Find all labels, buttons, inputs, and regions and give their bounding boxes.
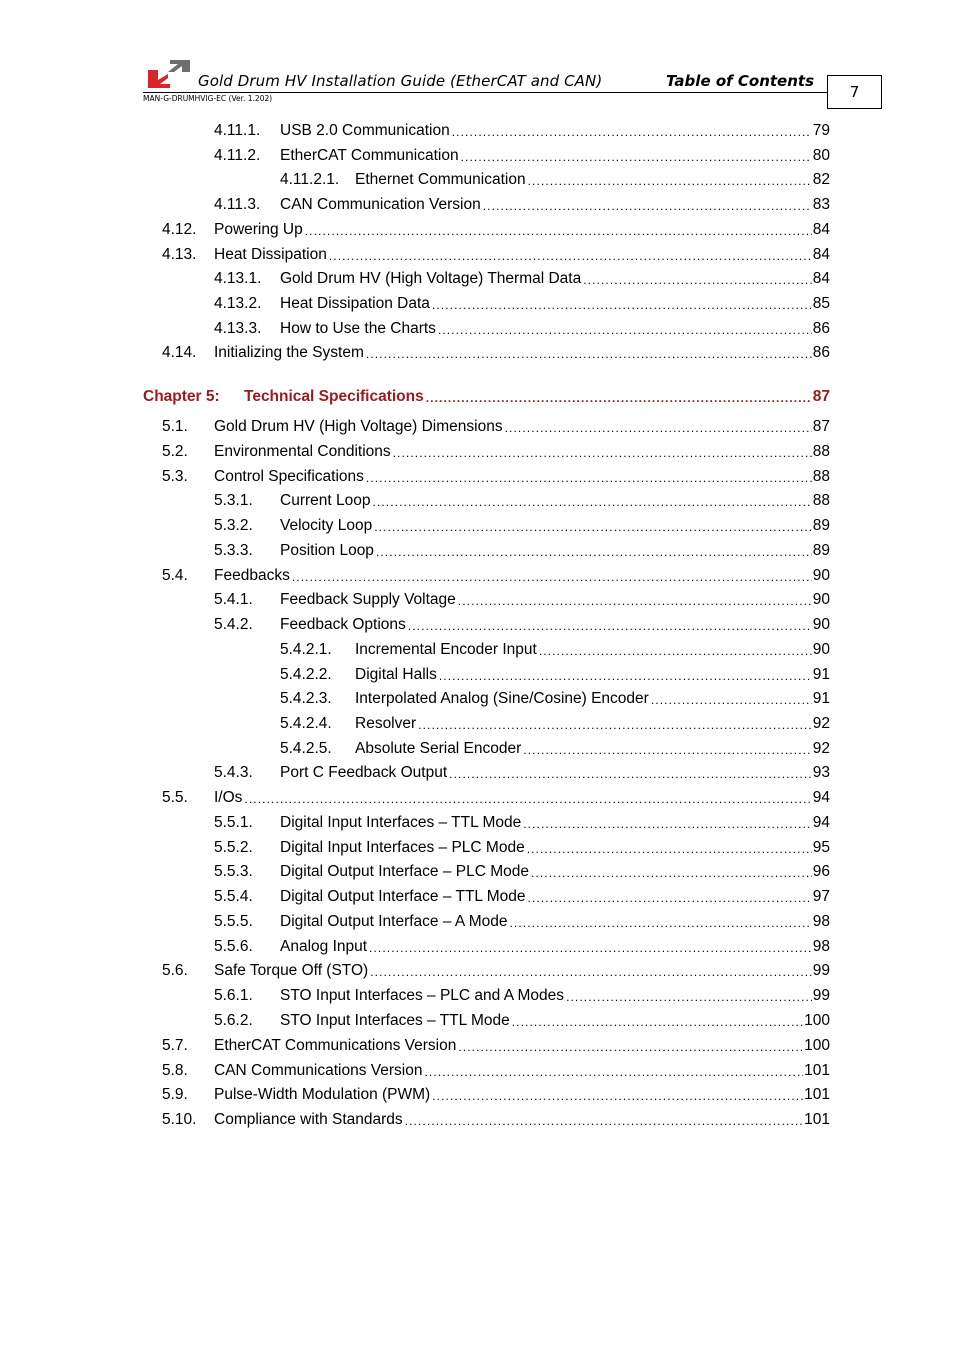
- toc-entry[interactable]: [0, 985, 830, 1007]
- toc-entry-title: Current Loop: [280, 492, 371, 509]
- toc-entry-number: 4.11.2.: [214, 147, 261, 164]
- toc-entry-number: 5.5.5.: [214, 913, 253, 930]
- toc-entry-page: 99: [812, 987, 830, 1004]
- toc-entry[interactable]: [0, 318, 830, 340]
- toc-entry-title: Absolute Serial Encoder: [355, 740, 522, 757]
- toc-entry-title: Digital Input Interfaces – TTL Mode: [280, 814, 522, 831]
- toc-entry-page: 84: [812, 221, 830, 238]
- toc-entry[interactable]: [0, 1010, 830, 1032]
- toc-dot-leader: [458, 592, 812, 610]
- toc-entry-title: Feedback Options: [280, 616, 406, 633]
- toc-dot-leader: [374, 518, 812, 536]
- toc-entry-number: 5.5.1.: [214, 814, 253, 831]
- toc-entry-page: 86: [812, 344, 830, 361]
- toc-entry-page: 80: [812, 147, 830, 164]
- toc-entry-title: Technical Specifications: [244, 388, 424, 405]
- toc-entry-number: 5.8.: [162, 1062, 188, 1079]
- toc-entry[interactable]: [0, 837, 830, 859]
- toc-dot-leader: [244, 790, 811, 808]
- toc-entry-number: 5.3.3.: [214, 542, 253, 559]
- toc-entry-page: 85: [812, 295, 830, 312]
- toc-entry-page: 94: [812, 814, 830, 831]
- toc-dot-leader: [432, 296, 812, 314]
- toc-entry-title: Gold Drum HV (High Voltage) Dimensions: [214, 418, 503, 435]
- toc-entry[interactable]: [0, 713, 830, 735]
- toc-entry[interactable]: [0, 738, 830, 760]
- toc-entry-title: Feedback Supply Voltage: [280, 591, 456, 608]
- toc-dot-leader: [426, 389, 812, 407]
- toc-dot-leader: [531, 864, 812, 882]
- toc-dot-leader: [405, 1112, 803, 1130]
- toc-dot-leader: [583, 271, 812, 289]
- toc-chapter-entry[interactable]: [0, 386, 830, 408]
- toc-entry-page: 90: [812, 616, 830, 633]
- toc-entry-title: Digital Output Interface – TTL Mode: [280, 888, 526, 905]
- toc-entry[interactable]: [0, 194, 830, 216]
- toc-entry[interactable]: [0, 342, 830, 364]
- toc-entry-page: 79: [812, 122, 830, 139]
- toc-entry[interactable]: [0, 416, 830, 438]
- toc-dot-leader: [523, 815, 812, 833]
- toc-entry-page: 89: [812, 542, 830, 559]
- toc-dot-leader: [458, 1038, 803, 1056]
- toc-entry[interactable]: [0, 145, 830, 167]
- toc-entry-number: 4.11.1.: [214, 122, 261, 139]
- toc-dot-leader: [527, 840, 812, 858]
- toc-dot-leader: [539, 642, 812, 660]
- toc-entry-page: 92: [812, 715, 830, 732]
- toc-entry-page: 86: [812, 320, 830, 337]
- toc-entry-number: 4.14.: [162, 344, 197, 361]
- toc-entry-number: 5.4.2.4.: [280, 715, 332, 732]
- toc-dot-leader: [452, 123, 812, 141]
- toc-entry-title: Pulse-Width Modulation (PWM): [214, 1086, 431, 1103]
- toc-entry-page: 90: [812, 591, 830, 608]
- toc-entry[interactable]: [0, 1084, 830, 1106]
- toc-entry-number: 5.5.: [162, 789, 188, 806]
- toc-entry[interactable]: [0, 614, 830, 636]
- toc-entry[interactable]: [0, 466, 830, 488]
- toc-dot-leader: [408, 617, 812, 635]
- toc-dot-leader: [505, 419, 812, 437]
- toc-dot-leader: [438, 321, 812, 339]
- toc-entry-title: Digital Output Interface – A Mode: [280, 913, 508, 930]
- toc-entry-number: 5.4.2.3.: [280, 690, 332, 707]
- toc-entry-title: I/Os: [214, 789, 243, 806]
- toc-entry-title: Analog Input: [280, 938, 368, 955]
- toc-entry-number: 5.4.: [162, 567, 188, 584]
- toc-entry[interactable]: [0, 540, 830, 562]
- toc-entry-page: 93: [812, 764, 830, 781]
- toc-dot-leader: [512, 1013, 803, 1031]
- toc-dot-leader: [651, 691, 812, 709]
- toc-entry-title: EtherCAT Communications Version: [214, 1037, 457, 1054]
- toc-dot-leader: [528, 172, 812, 190]
- toc-entry-title: Interpolated Analog (Sine/Cosine) Encoder: [355, 690, 649, 707]
- toc-entry[interactable]: [0, 960, 830, 982]
- toc-entry-title: Environmental Conditions: [214, 443, 391, 460]
- page-header: [0, 0, 954, 115]
- toc-entry-number: 4.11.3.: [214, 196, 261, 213]
- section-title: Table of Contents: [665, 72, 814, 90]
- toc-entry-title: Feedbacks: [214, 567, 290, 584]
- toc-dot-leader: [523, 741, 811, 759]
- toc-entry-page: 95: [812, 839, 830, 856]
- toc-entry[interactable]: [0, 688, 830, 710]
- toc-entry-number: 5.4.2.5.: [280, 740, 332, 757]
- toc-entry[interactable]: [0, 169, 830, 191]
- toc-entry-title: Compliance with Standards: [214, 1111, 403, 1128]
- toc-entry-number: 5.3.1.: [214, 492, 253, 509]
- toc-dot-leader: [439, 667, 812, 685]
- toc-entry-page: 99: [812, 962, 830, 979]
- toc-entry-page: 87: [812, 418, 830, 435]
- toc-entry-title: CAN Communication Version: [280, 196, 481, 213]
- toc-entry-page: 91: [812, 666, 830, 683]
- toc-entry-page: 100: [804, 1012, 830, 1029]
- toc-entry-title: Incremental Encoder Input: [355, 641, 537, 658]
- toc-entry[interactable]: [0, 293, 830, 315]
- toc-dot-leader: [449, 765, 812, 783]
- toc-entry[interactable]: [0, 490, 830, 512]
- toc-entry-title: Digital Halls: [355, 666, 437, 683]
- toc-dot-leader: [509, 914, 811, 932]
- toc-entry-title: Powering Up: [214, 221, 303, 238]
- toc-entry-title: Heat Dissipation: [214, 246, 327, 263]
- toc-entry[interactable]: [0, 1109, 830, 1131]
- toc-entry[interactable]: [0, 886, 830, 908]
- toc-entry-number: 5.5.3.: [214, 863, 253, 880]
- toc-entry-title: Position Loop: [280, 542, 374, 559]
- toc-entry-number: 5.6.1.: [214, 987, 253, 1004]
- toc-entry-page: 89: [812, 517, 830, 534]
- toc-entry-title: EtherCAT Communication: [280, 147, 459, 164]
- toc-entry-number: Chapter 5:: [143, 388, 220, 405]
- toc-entry-number: 4.13.2.: [214, 295, 262, 312]
- toc-entry-page: 98: [812, 913, 830, 930]
- toc-entry-number: 5.6.2.: [214, 1012, 253, 1029]
- toc-dot-leader: [372, 493, 811, 511]
- toc-entry-title: Digital Input Interfaces – PLC Mode: [280, 839, 525, 856]
- toc-entry-page: 97: [812, 888, 830, 905]
- toc-dot-leader: [369, 939, 812, 957]
- toc-entry-page: 88: [812, 492, 830, 509]
- toc-entry-number: 5.5.4.: [214, 888, 253, 905]
- toc-entry[interactable]: [0, 565, 830, 587]
- toc-entry-number: 5.10.: [162, 1111, 197, 1128]
- toc-entry[interactable]: [0, 268, 830, 290]
- toc-entry[interactable]: [0, 639, 830, 661]
- toc-entry-number: 5.1.: [162, 418, 188, 435]
- toc-entry-number: 5.4.2.1.: [280, 641, 332, 658]
- toc-entry-title: USB 2.0 Communication: [280, 122, 450, 139]
- toc-entry[interactable]: [0, 861, 830, 883]
- toc-entry-number: 5.2.: [162, 443, 188, 460]
- toc-entry-title: STO Input Interfaces – PLC and A Modes: [280, 987, 565, 1004]
- toc-entry-page: 83: [812, 196, 830, 213]
- toc-entry-title: Gold Drum HV (High Voltage) Thermal Data: [280, 270, 582, 287]
- toc-dot-leader: [483, 197, 812, 215]
- toc-entry-title: Velocity Loop: [280, 517, 373, 534]
- toc-entry-number: 5.4.2.2.: [280, 666, 332, 683]
- document-title: Gold Drum HV Installation Guide (EtherCAT and CAN): [198, 72, 603, 90]
- toc-entry-page: 87: [812, 388, 830, 405]
- toc-entry[interactable]: [0, 936, 830, 958]
- toc-entry-title: CAN Communications Version: [214, 1062, 423, 1079]
- toc-entry-number: 5.3.2.: [214, 517, 253, 534]
- toc-dot-leader: [424, 1063, 803, 1081]
- toc-entry[interactable]: [0, 1035, 830, 1057]
- toc-entry-page: 94: [812, 789, 830, 806]
- toc-dot-leader: [370, 963, 812, 981]
- toc-entry-page: 92: [812, 740, 830, 757]
- company-logo-icon: [148, 58, 190, 88]
- toc-entry-title: Ethernet Communication: [355, 171, 526, 188]
- toc-entry-number: 4.12.: [162, 221, 197, 238]
- toc-entry-page: 90: [812, 567, 830, 584]
- toc-dot-leader: [305, 222, 812, 240]
- toc-entry[interactable]: [0, 911, 830, 933]
- toc-entry-number: 5.3.: [162, 468, 188, 485]
- header-rule: [143, 92, 827, 93]
- toc-dot-leader: [366, 345, 812, 363]
- toc-dot-leader: [292, 568, 812, 586]
- toc-entry-page: 84: [812, 270, 830, 287]
- toc-entry-page: 90: [812, 641, 830, 658]
- toc-entry-number: 5.4.3.: [214, 764, 253, 781]
- toc-dot-leader: [461, 148, 812, 166]
- toc-entry[interactable]: [0, 244, 830, 266]
- toc-entry-title: Port C Feedback Output: [280, 764, 448, 781]
- toc-entry[interactable]: [0, 589, 830, 611]
- toc-dot-leader: [528, 889, 812, 907]
- toc-entry[interactable]: [0, 515, 830, 537]
- toc-entry-title: STO Input Interfaces – TTL Mode: [280, 1012, 510, 1029]
- toc-dot-leader: [393, 444, 812, 462]
- toc-entry-page: 101: [804, 1086, 830, 1103]
- toc-entry-page: 96: [812, 863, 830, 880]
- toc-entry[interactable]: [0, 441, 830, 463]
- toc-entry-title: Control Specifications: [214, 468, 364, 485]
- toc-entry-number: 4.13.3.: [214, 320, 262, 337]
- toc-entry-page: 101: [804, 1111, 830, 1128]
- toc-entry-title: How to Use the Charts: [280, 320, 436, 337]
- toc-dot-leader: [432, 1087, 803, 1105]
- toc-entry[interactable]: [0, 120, 830, 142]
- toc-entry-page: 91: [812, 690, 830, 707]
- toc-entry-page: 88: [812, 468, 830, 485]
- toc-dot-leader: [418, 716, 812, 734]
- toc-entry-number: 5.9.: [162, 1086, 188, 1103]
- toc-entry[interactable]: [0, 1060, 830, 1082]
- toc-entry-title: Safe Torque Off (STO): [214, 962, 369, 979]
- toc-entry[interactable]: [0, 664, 830, 686]
- toc-entry-number: 4.11.2.1.: [280, 171, 340, 188]
- toc-entry-number: 5.4.2.: [214, 616, 253, 633]
- toc-entry[interactable]: [0, 762, 830, 784]
- toc-entry[interactable]: [0, 787, 830, 809]
- toc-entry-title: Initializing the System: [214, 344, 364, 361]
- document-code: MAN-G-DRUMHVIG-EC (Ver. 1.202): [143, 94, 273, 103]
- toc-entry-number: 5.4.1.: [214, 591, 253, 608]
- toc-entry[interactable]: [0, 812, 830, 834]
- toc-entry-title: Heat Dissipation Data: [280, 295, 430, 312]
- toc-entry-page: 88: [812, 443, 830, 460]
- toc-entry-title: Resolver: [355, 715, 417, 732]
- page-number: 7: [827, 75, 882, 109]
- toc-dot-leader: [366, 469, 812, 487]
- toc-entry-number: 4.13.: [162, 246, 197, 263]
- toc-dot-leader: [329, 247, 812, 265]
- toc-entry[interactable]: [0, 219, 830, 241]
- toc-entry-number: 5.5.2.: [214, 839, 253, 856]
- toc-entry-page: 100: [804, 1037, 830, 1054]
- toc-entry-number: 5.5.6.: [214, 938, 253, 955]
- toc-entry-page: 82: [812, 171, 830, 188]
- toc-entry-number: 5.7.: [162, 1037, 188, 1054]
- toc-entry-number: 5.6.: [162, 962, 188, 979]
- toc-entry-page: 84: [812, 246, 830, 263]
- toc-dot-leader: [376, 543, 812, 561]
- toc-dot-leader: [566, 988, 812, 1006]
- toc-entry-number: 4.13.1.: [214, 270, 262, 287]
- toc-entry-page: 101: [804, 1062, 830, 1079]
- toc-entry-title: Digital Output Interface – PLC Mode: [280, 863, 529, 880]
- toc-entry-page: 98: [812, 938, 830, 955]
